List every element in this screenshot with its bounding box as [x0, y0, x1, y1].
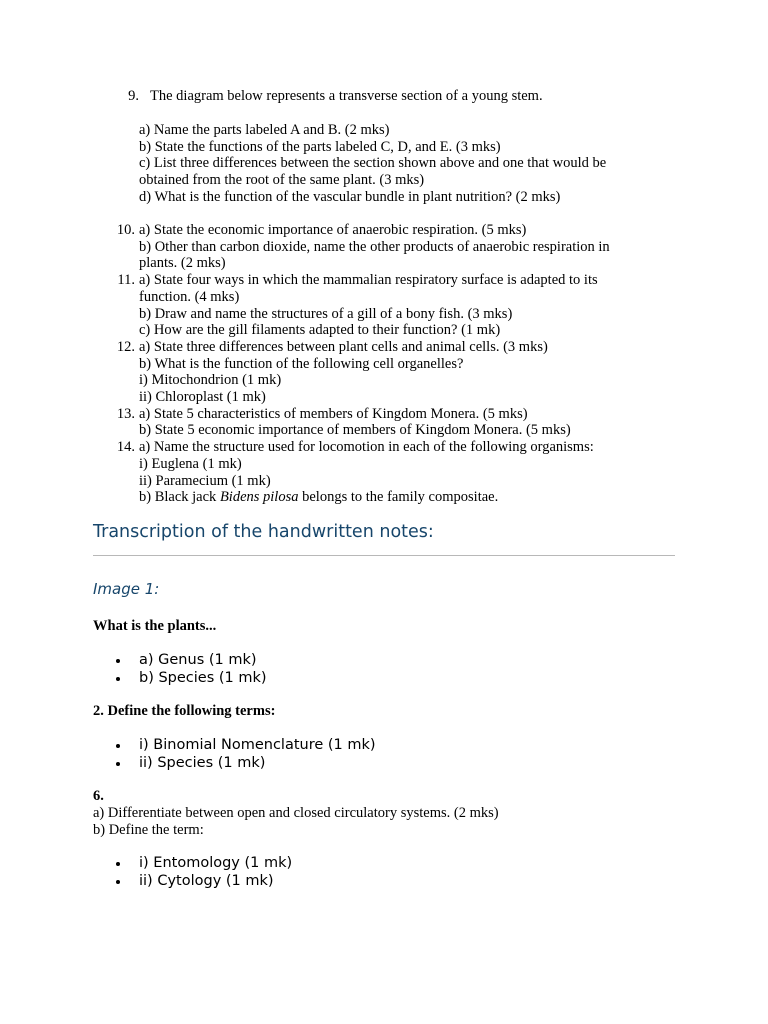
question-number: 14.	[116, 439, 135, 456]
question-part: b) State the functions of the parts labeled C, D, and E. (3 mks)	[139, 138, 501, 155]
list-item-text: ii) Cytology (1 mk)	[139, 872, 274, 889]
list-item	[93, 755, 376, 773]
question-part: a) State 5 characteristics of members of Kingdom Monera. (5 mks)	[139, 405, 528, 422]
question-6-part-a: a) Differentiate between open and closed circulatory systems. (2 mks)	[93, 805, 499, 821]
question-part-species	[93, 489, 693, 506]
define-list	[93, 737, 376, 772]
question-9	[93, 88, 653, 105]
question-part: i) Euglena (1 mk)	[139, 455, 242, 472]
species-name: Bidens pilosa	[219, 489, 299, 506]
question-part: a) State four ways in which the mammalian respiratory surface is adapted to its	[139, 272, 598, 289]
horizontal-rule	[93, 555, 675, 556]
list-item-text: b) Species (1 mk)	[139, 669, 267, 686]
bullet-icon	[116, 677, 120, 681]
list-item	[93, 855, 292, 873]
list-item	[93, 873, 292, 891]
define-heading: 2. Define the following terms:	[93, 703, 276, 719]
bullet-icon	[116, 744, 120, 748]
question-part: plants. (2 mks)	[139, 255, 226, 272]
question-part: b) Other than carbon dioxide, name the other products of anaerobic respiration in	[139, 238, 610, 255]
list-item	[93, 652, 267, 670]
question-part: obtained from the root of the same plant. (3 mks)	[139, 172, 425, 189]
list-item-text: i) Entomology (1 mk)	[139, 855, 293, 871]
question-part-prefix: b) Black jack	[139, 489, 220, 506]
plants-question: What is the plants...	[93, 618, 217, 634]
image-label: Image 1:	[93, 580, 160, 598]
question-part: a) State the economic importance of anaerobic respiration. (5 mks)	[139, 222, 527, 238]
question-number: 13.	[116, 405, 135, 422]
question-part: a) Name the parts labeled A and B. (2 mks)	[139, 122, 390, 138]
bullet-icon	[116, 659, 120, 663]
questions-10-14	[93, 222, 693, 506]
list-item	[93, 670, 267, 688]
question-part: b) State 5 economic importance of members of Kingdom Monera. (5 mks)	[139, 422, 571, 439]
question-intro: The diagram below represents a transverse section of a young stem.	[150, 88, 543, 104]
list-item-text: a) Genus (1 mk)	[139, 652, 257, 668]
question-part: ii) Paramecium (1 mk)	[139, 472, 271, 489]
question-part: c) List three differences between the section shown above and one that would be	[139, 155, 607, 172]
list-item	[93, 737, 376, 755]
bullet-icon	[116, 762, 120, 766]
list-item-text: i) Binomial Nomenclature (1 mk)	[139, 737, 376, 753]
question-part: function. (4 mks)	[139, 288, 240, 305]
question-part-suffix: belongs to the family compositae.	[298, 489, 499, 506]
transcription-heading: Transcription of the handwritten notes:	[93, 522, 434, 542]
question-part: a) State three differences between plant cells and animal cells. (3 mks)	[139, 338, 548, 355]
question-part: c) How are the gill filaments adapted to their function? (1 mk)	[139, 322, 501, 339]
list-item-text: ii) Species (1 mk)	[139, 754, 266, 771]
question-number: 9.	[128, 88, 139, 104]
question-part: b) Draw and name the structures of a gill of a bony fish. (3 mks)	[139, 305, 513, 322]
question-number: 11.	[117, 272, 135, 289]
question-number: 10.	[116, 222, 135, 238]
bullet-icon	[116, 862, 120, 866]
question-part: a) Name the structure used for locomotion in each of the following organisms:	[139, 439, 594, 456]
plants-list	[93, 652, 267, 687]
question-number: 12.	[116, 338, 135, 355]
question-6-list	[93, 855, 292, 890]
question-9-parts	[139, 122, 699, 206]
question-6-part-b: b) Define the term:	[93, 822, 204, 838]
question-part: b) What is the function of the following cell organelles?	[139, 355, 464, 372]
question-part: ii) Chloroplast (1 mk)	[139, 389, 266, 406]
bullet-icon	[116, 880, 120, 884]
question-6-number: 6.	[93, 788, 104, 804]
question-part: i) Mitochondrion (1 mk)	[139, 372, 282, 389]
question-part: d) What is the function of the vascular bundle in plant nutrition? (2 mks)	[139, 188, 561, 205]
